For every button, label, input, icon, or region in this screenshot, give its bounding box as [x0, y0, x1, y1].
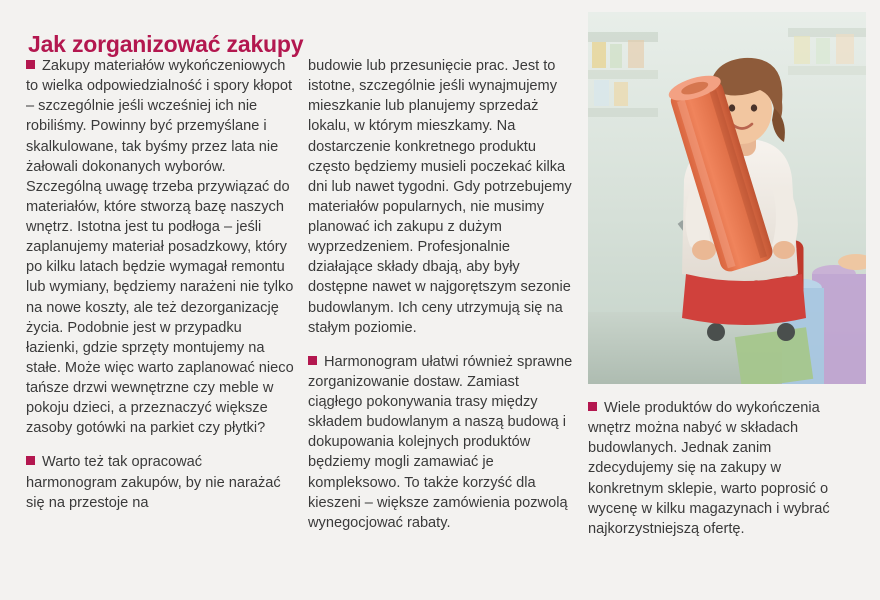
paragraph — [26, 56, 294, 438]
paragraph — [588, 398, 856, 539]
text-column-right — [588, 398, 856, 539]
paragraph — [308, 56, 576, 338]
text-column-left — [26, 56, 294, 513]
paragraph-text: Harmonogram ułatwi również sprawne zorganizowanie dostaw. Zamiast ciągłego pokonywania trasy między składem budowlanym a naszą budową i dokupowania kolejnych produktów będziemy mogli zamawiać je kompleksowo. To także korzyść dla kieszeni – większe zamówienia pozwolą wynegocjować rabaty. — [308, 353, 573, 531]
paragraph-text: Warto też tak opracować harmonogram zakupów, by nie narażać się na przestoje na — [26, 454, 281, 511]
paragraph-text: Zakupy materiałów wykończeniowych to wielka odpowiedzialność i spory kłopot – szczególnie jeśli wcześniej ich nie robiliśmy. Powinny być przemyślane i skalkulowane, tak byśmy przez lata nie żałowali dokonanych wyborów. Szczególną uwagę trzeba przywiązać do materiałów, które stworzą bazę naszych wnętrz. Istotna jest tu podłoga – jeśli zaplanujemy materiał posadzkowy, który po kilku latach będzie wymagał remontu lub wymiany, będziemy narażeni nie tylko na nowe koszty, ale też dezorganizację życia. Podobnie jest w przypadku łazienki, gdzie sprzęty montujemy na stałe. Może więc warto zaplanować nieco tańsze drzwi wewnętrzne czy meble w pokoju dzieci, a przeznaczyć większe zasoby gotówki na parkiet czy płytki? — [26, 58, 294, 437]
paragraph-text: budowie lub przesunięcie prac. Jest to istotne, szczególnie jeśli wynajmujemy mieszkanie lub planujemy sprzedaż lokalu, w którym mieszkamy. Na dostarczenie konkretnego produktu często będziemy musieli poczekać kilka dni lub nawet tygodni. Gdy potrzebujemy materiałów popularnych, nie musimy planować ich zakupu z dużym wyprzedzeniem. Profesjonalnie działające składy dbają, aby były dostępne nawet w najgorętszym sezonie budowlanym. Ich ceny utrzymują się na stałym poziomie. — [308, 58, 572, 336]
square-bullet-icon — [26, 60, 35, 69]
woman-shopping-in-store-photo — [588, 12, 866, 384]
paragraph — [308, 352, 576, 533]
square-bullet-icon — [308, 356, 317, 365]
square-bullet-icon — [588, 402, 597, 411]
paragraph-text: Wiele produktów do wykończenia wnętrz można nabyć w składach budowlanych. Jednak zanim zdecydujemy się na zakupy w konkretnym sklepie, warto poprosić o wycenę w kilku magazynach i wybrać najkorzystniejszą ofertę. — [588, 400, 830, 537]
photo-illustration — [588, 12, 866, 384]
square-bullet-icon — [26, 456, 35, 465]
page-title: Jak zorganizować zakupy — [28, 31, 304, 58]
text-column-middle — [308, 56, 576, 533]
paragraph — [26, 452, 294, 512]
